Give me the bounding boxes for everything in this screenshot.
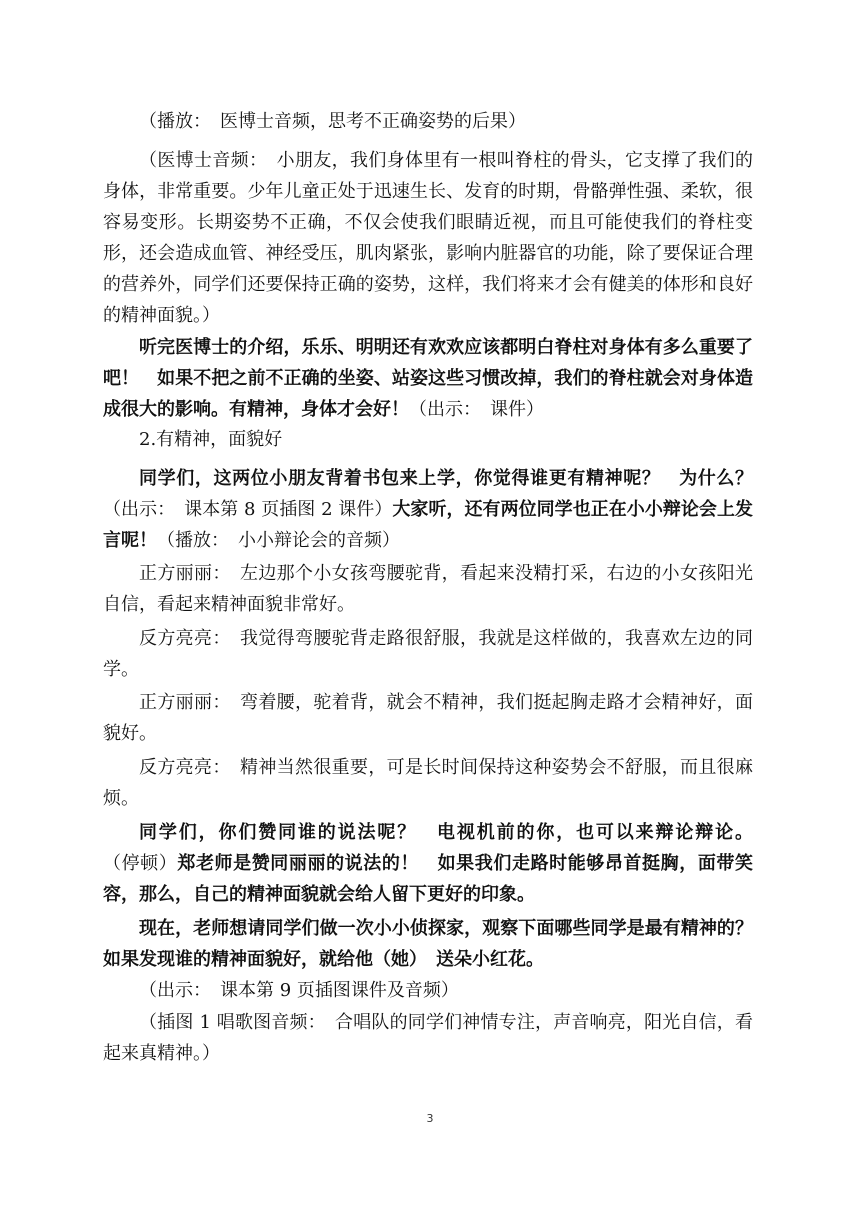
text-segment-bold: 现在，老师想请同学们做一次小小侦探家，观察下面哪些同学是最有精神的？ 如果发现谁的精神面貌好，就给他（她） 送朵小红花。 (103, 918, 771, 970)
subheading: 2.有精神，面貌好 (139, 429, 283, 450)
text-segment: 反方亮亮： 精神当然很重要，可是长时间保持这种姿势会不舒服，而且很麻烦。 (103, 757, 753, 809)
text-segment-bold: 同学们，这两位小朋友背着书包来上学，你觉得谁更有精神呢？ 为什么？ (139, 468, 753, 489)
text-segment: （停顿） (103, 853, 178, 874)
paragraph-3 (103, 332, 753, 425)
text-segment: 反方亮亮： 我觉得弯腰驼背走路很舒服，我就是这样做的，我喜欢左边的同学。 (103, 628, 753, 680)
text-segment: （出示： 课本第 9 页插图课件及音频） (139, 980, 459, 1001)
text-segment: （播放： 医博士音频，思考不正确姿势的后果） (139, 111, 526, 132)
paragraph-13 (103, 1007, 753, 1069)
text-segment: 正方丽丽： 左边那个小女孩弯腰驼背，看起来没精打采，右边的小女孩阳光自信，看起来精神面貌非常好。 (103, 563, 753, 615)
paragraph-7 (103, 623, 753, 685)
paragraph-8 (103, 687, 753, 749)
paragraph-5 (103, 463, 753, 556)
text-segment: （出示： 课本第 8 页插图 2 课件） (103, 499, 393, 520)
text-segment: （播放： 小小辩论会的音频） (157, 530, 400, 551)
paragraph-2 (103, 145, 753, 331)
paragraph-6 (103, 558, 753, 620)
paragraph-1 (103, 106, 753, 137)
text-segment-bold: 大家听，还有两位同学也正在小小辩论会上发言呢！ (103, 499, 753, 551)
paragraph-4 (103, 424, 753, 455)
text-segment-bold: 听完医博士的介绍，乐乐、明明还有欢欢应该都明白脊柱对身体有多么重要了吧！ 如果不把之前不正确的坐姿、站姿这些习惯改掉，我们的脊柱就会对身体造成很大的影响。有精神，身体才会好！ (103, 337, 753, 420)
text-segment: （医博士音频： 小朋友，我们身体里有一根叫脊柱的骨头，它支撑了我们的身体，非常重要。少年儿童正处于迅速生长、发育的时期，骨骼弹性强、柔软，很容易变形。长期姿势不正确，不仅会使我们眼睛近视，而且可能使我们的脊柱变形，还会造成血管、神经受压，肌肉紧张，影响内脏器官的功能，除了要保证合理的营养外，同学们还要保持正确的姿势，这样，我们将来才会有健美的体形和良好的精神面貌。） (103, 150, 753, 326)
text-segment-bold: 郑老师是赞同丽丽的说法的！ 如果我们走路时能够昂首挺胸，面带笑容，那么，自己的精神面貌就会给人留下更好的印象。 (103, 853, 754, 905)
paragraph-10 (103, 817, 753, 910)
text-segment: （插图 1 唱歌图音频： 合唱队的同学们神情专注，声音响亮，阳光自信，看起来真精神。） (103, 1012, 753, 1064)
text-segment-bold: 同学们，你们赞同谁的说法呢？ 电视机前的你，也可以来辩论辩论。 (139, 822, 753, 843)
paragraph-12 (103, 975, 753, 1006)
paragraph-11 (103, 913, 771, 975)
text-segment: 正方丽丽： 弯着腰，驼着背，就会不精神，我们挺起胸走路才会精神好，面貌好。 (103, 692, 753, 744)
page-number: 3 (426, 1112, 434, 1125)
paragraph-9 (103, 752, 753, 814)
text-segment: （出示： 课件） (409, 399, 544, 420)
